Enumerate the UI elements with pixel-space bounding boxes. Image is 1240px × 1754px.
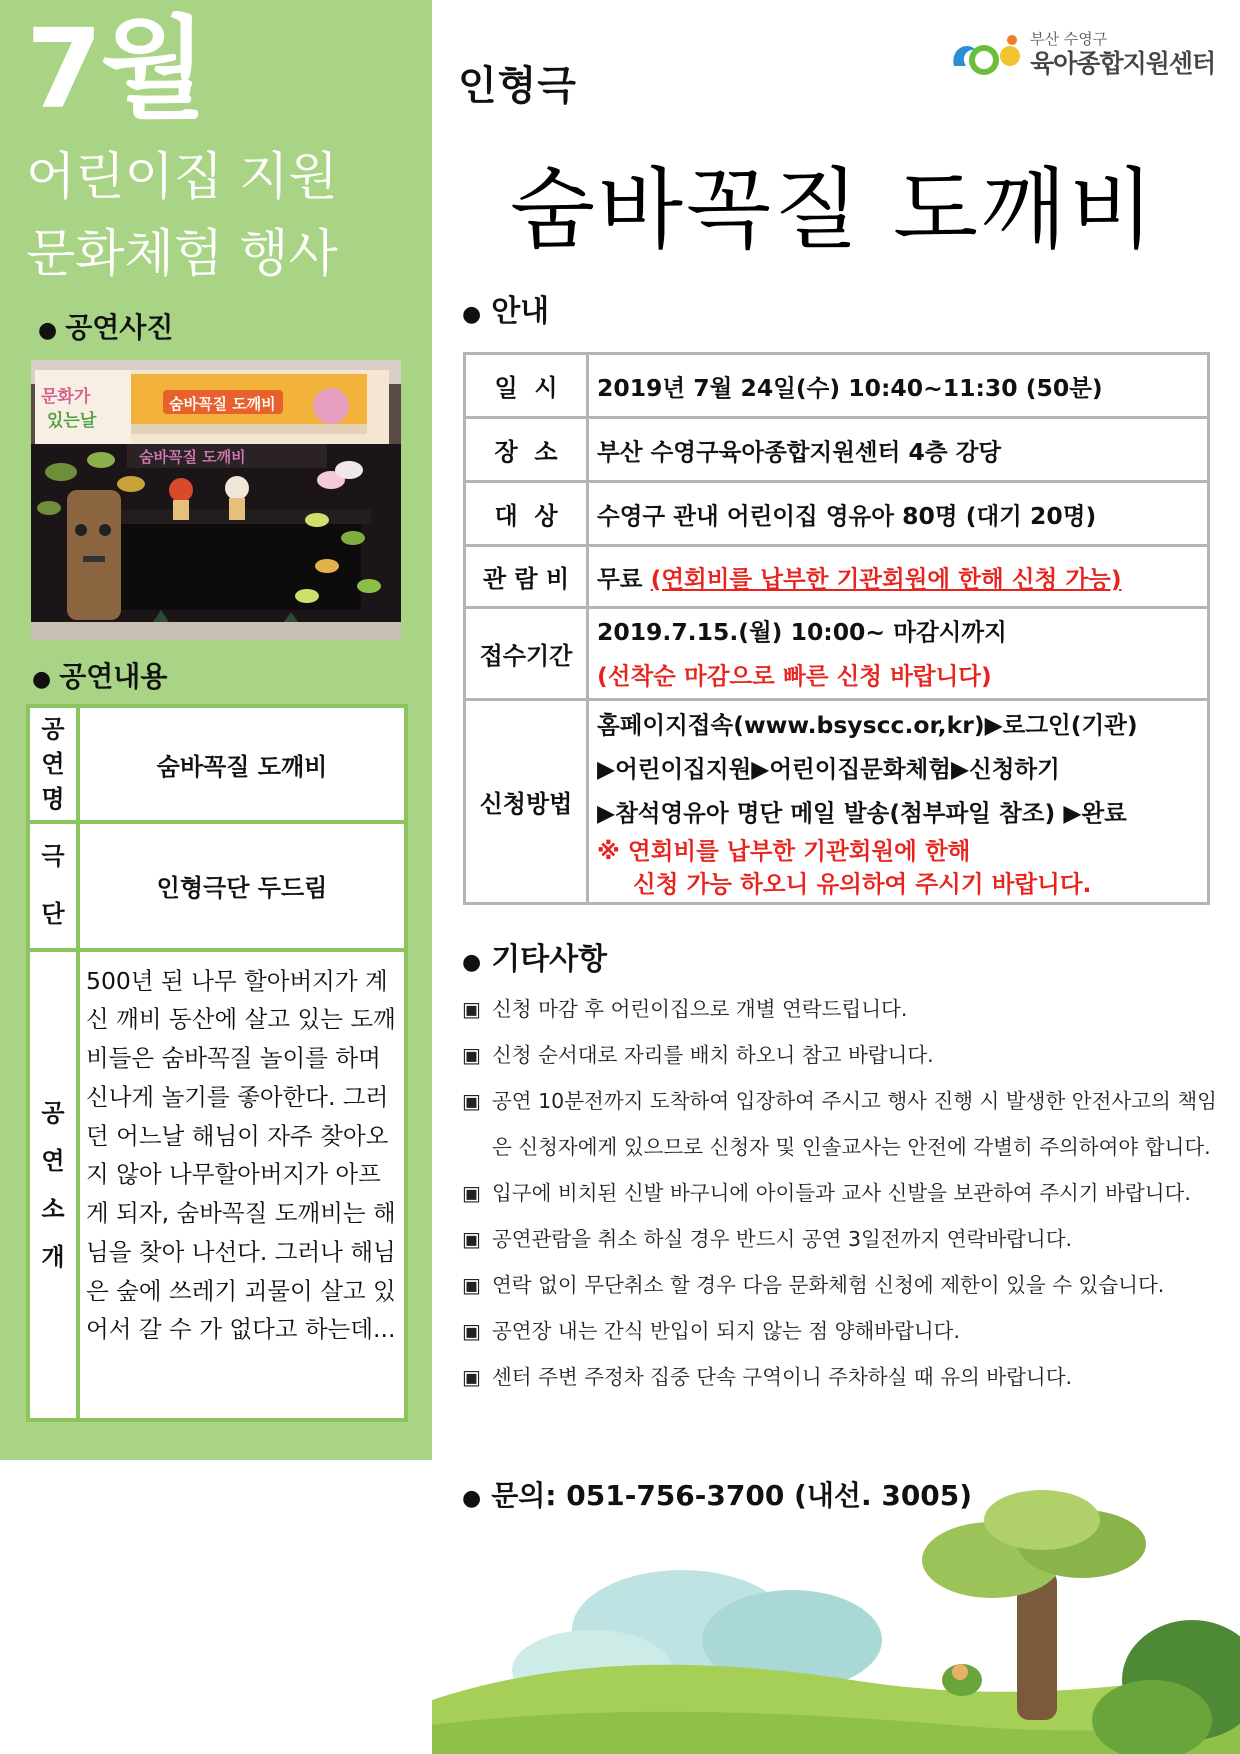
genre-label: 인형극: [458, 63, 577, 109]
logo-mark-icon: [948, 26, 1028, 82]
list-item: [462, 1354, 1232, 1400]
date-label: 일 시: [465, 354, 588, 418]
troupe-label: [28, 822, 78, 949]
bullet-dot-icon: ●: [462, 1486, 482, 1511]
sidebar-title-line2: 문화체험 행사: [26, 224, 338, 284]
guide-table: [463, 352, 1210, 905]
sidebar-panel: [0, 0, 432, 1460]
list-item-text: 센터 주변 주정차 집중 단속 구역이니 주차하실 때 유의 바랍니다.: [492, 1365, 1073, 1389]
date-value: 2019년 7월 24일(수) 10:40~11:30 (50분): [588, 354, 1209, 418]
performance-photo-image: [31, 360, 401, 640]
svg-text:있는날: 있는날: [47, 411, 97, 431]
guide-heading: [462, 286, 549, 330]
period-value: 2019.7.15.(월) 10:00~ 마감시까지: [597, 617, 1007, 646]
intro-description: 500년 된 나무 할아버지가 계신 깨비 동산에 살고 있는 도깨비들은 숨바꼭질 놀이를 하며 신나게 놀기를 좋아한다. 그러던 어느날 해님이 자주 찾아오지 않아 나무할아버지가 아프게 되자, 숨바꼭질 도깨비는 해님을 찾아 나선다. 그러나 해님은 숲에 쓰레기 괴물이 살고 있어서 갈 수 가 없다고 하는데...: [78, 950, 406, 1420]
etc-heading-label: 기타사항: [491, 942, 608, 977]
month-heading: 7월: [26, 5, 205, 133]
list-item-text: 공연장 내는 간식 반입이 되지 않는 점 양해바랍니다.: [492, 1319, 960, 1343]
method-note2: 신청 가능 하오니 유의하여 주시기 바랍니다.: [633, 869, 1092, 898]
logo-small-text: 부산 수영구: [1030, 30, 1108, 48]
intro-label: [28, 950, 78, 1420]
photo-heading: [38, 306, 173, 346]
table-row: [465, 546, 1209, 608]
contact-text: 문의: 051-756-3700 (내선. 3005): [491, 1479, 973, 1512]
place-label: 장 소: [465, 418, 588, 482]
list-item-text: 입구에 비치된 신발 바구니에 아이들과 교사 신발을 보관하여 주시기 바랍니다.: [492, 1181, 1191, 1205]
list-item-text: 신청 마감 후 어린이집으로 개별 연락드립니다.: [492, 997, 908, 1021]
content-heading: [32, 655, 167, 695]
period-label: 접수기간: [465, 608, 588, 700]
list-item: [462, 1032, 1232, 1078]
bullet-dot-icon: ●: [32, 667, 52, 692]
photo-banner-text: 숨바꼭질 도깨비: [169, 395, 276, 413]
center-logo: [948, 26, 1216, 82]
photo-stage-text: 숨바꼭질 도깨비: [139, 448, 246, 466]
table-row: [28, 950, 406, 1420]
square-bullet-icon: ▣: [462, 1319, 481, 1343]
list-item: [462, 1216, 1232, 1262]
troupe-label-text: 극단: [41, 842, 65, 928]
target-label: 대 상: [465, 482, 588, 546]
list-item-text: 연락 없이 무단취소 할 경우 다음 문화체험 신청에 제한이 있을 수 있습니다.: [492, 1273, 1165, 1297]
fee-value-cell: [588, 546, 1209, 608]
intro-label-text: 공연소개: [41, 1098, 65, 1271]
performance-name-value: 숨바꼭질 도깨비: [78, 706, 406, 822]
logo-main-text: 육아종합지원센터: [1030, 49, 1216, 78]
method-line3: ▶참석영유아 명단 메일 발송(첨부파일 참조) ▶완료: [597, 798, 1127, 827]
list-item-text: 신청 순서대로 자리를 배치 하오니 참고 바랍니다.: [492, 1043, 934, 1067]
square-bullet-icon: ▣: [462, 997, 481, 1021]
table-row: [465, 700, 1209, 904]
list-item-text: 공연관람을 취소 하실 경우 반드시 공연 3일전까지 연락바랍니다.: [492, 1227, 1073, 1251]
performance-name-label-text: 공연명: [41, 715, 65, 813]
bullet-dot-icon: ●: [38, 318, 58, 343]
method-note1: ※ 연회비를 납부한 기관회원에 한해: [597, 836, 971, 865]
table-row: [465, 608, 1209, 700]
sidebar-title-line1: 어린이집 지원: [26, 148, 338, 207]
square-bullet-icon: ▣: [462, 1273, 481, 1297]
bullet-dot-icon: ●: [462, 302, 482, 327]
square-bullet-icon: ▣: [462, 1365, 481, 1389]
list-item-text: 공연 10분전까지 도착하여 입장하여 주시고 행사 진행 시 발생한 안전사고의 책임은 신청자에게 있으므로 신청자 및 인솔교사는 안전에 각별히 주의하여야 합니다.: [492, 1089, 1217, 1159]
period-value-cell: [588, 608, 1209, 700]
place-value: 부산 수영구육아종합지원센터 4층 강당: [588, 418, 1209, 482]
table-row: [465, 354, 1209, 418]
square-bullet-icon: ▣: [462, 1089, 481, 1113]
method-value-cell: [588, 700, 1209, 904]
fee-label: 관 람 비: [465, 546, 588, 608]
method-line2: ▶어린이집지원▶어린이집문화체험▶신청하기: [597, 754, 1060, 783]
method-label: 신청방법: [465, 700, 588, 904]
guide-heading-label: 안내: [491, 294, 550, 329]
table-row: [465, 482, 1209, 546]
performance-photo: [31, 360, 401, 640]
table-row: [465, 418, 1209, 482]
performance-info-table: [26, 704, 408, 1422]
fee-value: 무료: [597, 564, 643, 593]
list-item: [462, 1262, 1232, 1308]
table-row: [28, 706, 406, 822]
method-line1: 홈페이지접속(www.bsyscc.or,kr)▶로그인(기관): [597, 710, 1138, 739]
list-item: [462, 1078, 1232, 1170]
list-item: [462, 1308, 1232, 1354]
table-row: [28, 822, 406, 949]
content-heading-label: 공연내용: [59, 660, 168, 693]
photo-heading-label: 공연사진: [65, 311, 174, 344]
landscape-illustration: [432, 1480, 1240, 1754]
square-bullet-icon: ▣: [462, 1043, 481, 1067]
target-value: 수영구 관내 어린이집 영유아 80명 (대기 20명): [588, 482, 1209, 546]
troupe-value: 인형극단 두드림: [78, 822, 406, 949]
performance-name-label: [28, 706, 78, 822]
page-title: 숨바꼭질 도깨비: [510, 158, 1158, 261]
fee-note: (연회비를 납부한 기관회원에 한해 신청 가능): [650, 564, 1122, 593]
square-bullet-icon: ▣: [462, 1181, 481, 1205]
square-bullet-icon: ▣: [462, 1227, 481, 1251]
list-item: [462, 986, 1232, 1032]
etc-list: [462, 986, 1232, 1400]
period-note: (선착순 마감으로 빠른 신청 바랍니다): [597, 661, 992, 690]
sidebar-title: [26, 140, 338, 293]
etc-heading: [462, 934, 607, 978]
list-item: [462, 1170, 1232, 1216]
svg-text:문화가: 문화가: [41, 387, 91, 407]
bullet-dot-icon: ●: [462, 950, 482, 975]
